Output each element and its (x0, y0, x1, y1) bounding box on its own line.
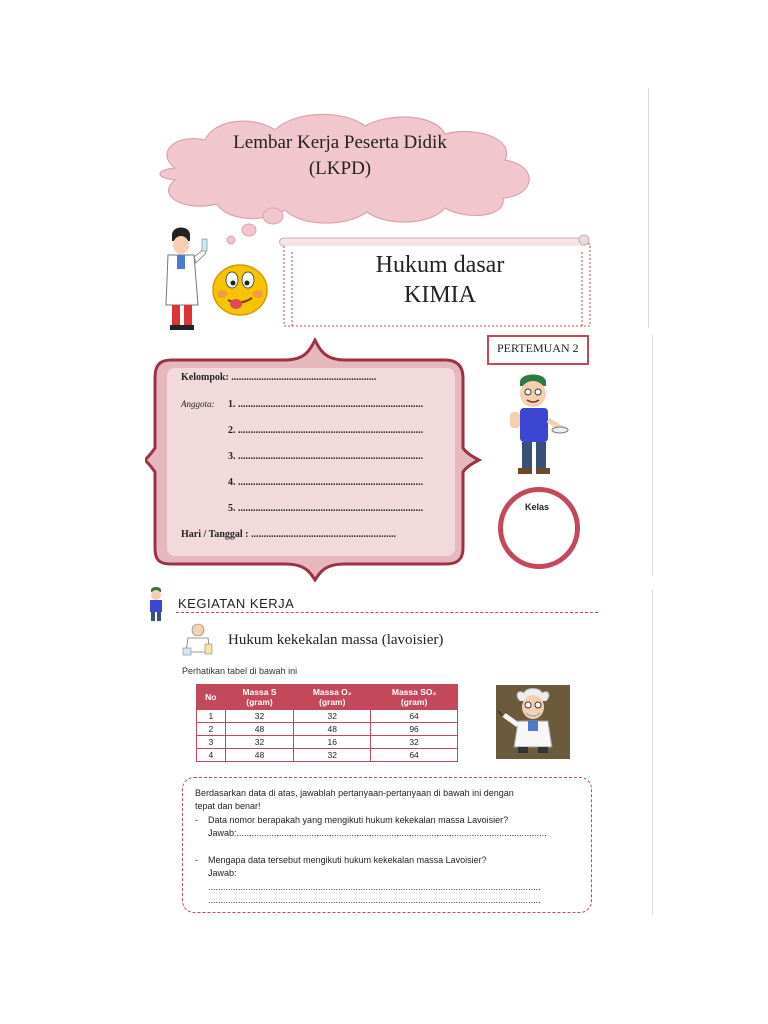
table-row (197, 723, 458, 736)
member-line-4: 4. .......................................................................... (228, 477, 423, 488)
question-1-bullet: - (195, 815, 198, 825)
subsection-title: Hukum kekekalan massa (lavoisier) (228, 632, 444, 648)
anggota-label (181, 399, 215, 410)
question-1: Data nomor berapakah yang mengikuti hukum kekekalan massa Lavoisier? (208, 815, 509, 825)
member-line-5: 5. .......................................................................... (228, 503, 423, 514)
section-title: KEGIATAN KERJA (178, 596, 295, 611)
page-edge-top (648, 88, 649, 328)
col-header-massa-o2 (294, 685, 371, 710)
student-boy-icon (508, 372, 570, 480)
kelas-circle (498, 487, 580, 569)
cartoon-boy-small-icon (146, 586, 168, 624)
answer-2-label: Jawab: (208, 868, 237, 878)
col-no-label: No (205, 692, 217, 702)
table-cell: 48 (225, 749, 294, 762)
member-line-1: 1. .......................................................................... (228, 399, 423, 410)
lab-scientist-icon (182, 622, 214, 658)
table-cell: 64 (371, 710, 458, 723)
col-massa-o2-unit: (gram) (318, 697, 346, 707)
col-header-massa-so2 (371, 685, 458, 710)
table-row (197, 749, 458, 762)
table-cell: 3 (197, 736, 226, 749)
section-divider (176, 612, 598, 613)
lavoisier-portrait-icon (496, 685, 570, 759)
col-massa-so2-label: Massa SO₂ (391, 687, 437, 697)
topic-line-1: Hukum dasar (375, 252, 505, 278)
col-header-no (197, 685, 226, 710)
table-cell: 32 (371, 736, 458, 749)
col-massa-s-label: Massa S (242, 687, 277, 697)
table-cell: 48 (294, 723, 371, 736)
question-intro-line-2: tepat dan benar! (195, 801, 261, 811)
table-cell: 16 (294, 736, 371, 749)
question-intro-line-1: Berdasarkan data di atas, jawablah pertanyaan-pertanyaan di bawah ini dengan (195, 788, 514, 798)
topic-line-2: KIMIA (404, 282, 476, 308)
page-edge-middle (652, 335, 653, 575)
kelompok-line: Kelompok: .......................................................... (181, 372, 377, 383)
member-line-3: 3. .......................................................................... (228, 451, 423, 462)
answer-2-dots-2: ..................................................................................................................................... (208, 895, 541, 905)
table-cell: 1 (197, 710, 226, 723)
page-edge-bottom (652, 590, 653, 915)
worksheet-title (190, 130, 490, 182)
pertemuan-badge: PERTEMUAN 2 (487, 335, 589, 365)
col-header-massa-s (225, 685, 294, 710)
table-cell: 32 (294, 710, 371, 723)
table-row (197, 710, 458, 723)
question-2-bullet: - (195, 855, 198, 865)
anggota-label-text: Anggota: (181, 399, 215, 409)
smiley-face-icon (210, 262, 270, 318)
table-header-row (197, 685, 458, 710)
col-massa-so2-unit: (gram) (400, 697, 428, 707)
answer-2-dots-1: ..................................................................................................................................... (208, 882, 541, 892)
answer-1-line: Jawab:............................................................................................................................ (208, 828, 547, 838)
table-cell: 64 (371, 749, 458, 762)
member-line-2: 2. .......................................................................... (228, 425, 423, 436)
table-cell: 2 (197, 723, 226, 736)
mass-data-table (196, 684, 458, 762)
table-cell: 96 (371, 723, 458, 736)
main-topic (300, 250, 580, 310)
hari-tanggal-line: Hari / Tanggal : .......................................................... (181, 529, 397, 540)
title-line-1: Lembar Kerja Peserta Didik (233, 132, 447, 153)
scientist-icon (160, 225, 210, 340)
table-row (197, 736, 458, 749)
table-cell: 48 (225, 723, 294, 736)
table-cell: 32 (225, 710, 294, 723)
table-cell: 4 (197, 749, 226, 762)
title-line-2: (LKPD) (308, 158, 372, 179)
question-2: Mengapa data tersebut mengikuti hukum kekekalan massa Lavoisier? (208, 855, 487, 865)
table-cell: 32 (294, 749, 371, 762)
col-massa-o2-label: Massa O₂ (312, 687, 352, 697)
table-intro: Perhatikan tabel di bawah ini (182, 666, 298, 676)
table-cell: 32 (225, 736, 294, 749)
kelas-label: Kelas (525, 502, 550, 512)
col-massa-s-unit: (gram) (246, 697, 273, 707)
